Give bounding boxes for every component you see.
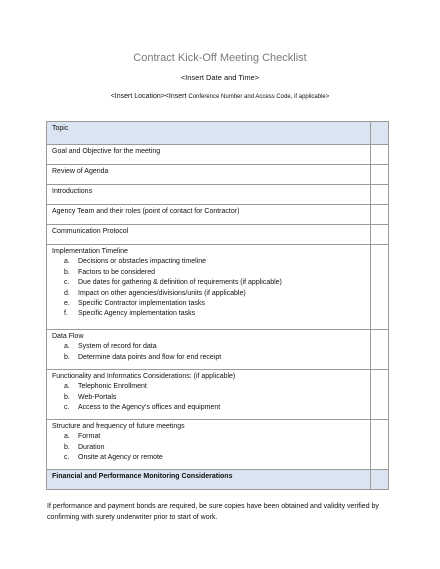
checkbox-cell[interactable] [371, 145, 389, 165]
table-row [47, 145, 389, 165]
topic-title: Functionality and Informatics Considerations: (if applicable) [52, 373, 236, 380]
sub-item [64, 443, 365, 453]
document-title: Contract Kick-Off Meeting Checklist [133, 52, 307, 64]
sub-item-marker: b. [64, 353, 70, 361]
sub-item-text: Decisions or obstacles impacting timeline [78, 258, 206, 266]
checklist-table [46, 121, 389, 490]
table-row [47, 185, 389, 205]
checkbox-cell[interactable] [371, 225, 389, 245]
topic-cell [47, 145, 371, 165]
topic-title: Communication Protocol [52, 228, 129, 235]
sub-item-text: Impact on other agencies/divisions/units (if applicable) [78, 289, 246, 297]
sub-item-list [52, 342, 365, 363]
table-row [47, 225, 389, 245]
topic-cell [47, 245, 371, 330]
sub-item-marker: d. [64, 289, 70, 297]
sub-item-text: Specific Agency implementation tasks [78, 310, 196, 318]
sub-item [64, 309, 365, 319]
sub-item-marker: c. [64, 279, 70, 287]
sub-item-marker: b. [64, 268, 70, 276]
sub-item [64, 393, 365, 403]
sub-item-marker: a. [64, 433, 70, 441]
topic-cell [47, 205, 371, 225]
topic-title: Implementation Timeline [52, 248, 128, 255]
sub-item-text: Onsite at Agency or remote [78, 454, 163, 462]
topic-cell [47, 330, 371, 370]
sub-item-marker: f. [64, 310, 68, 318]
checkbox-cell[interactable] [371, 330, 389, 370]
sub-item-list [52, 257, 365, 319]
sub-item-marker: a. [64, 258, 70, 266]
sub-item [64, 403, 365, 413]
topic-title: Data Flow [52, 333, 84, 340]
topic-cell [47, 165, 371, 185]
sub-item-text: Web-Portals [78, 393, 117, 401]
financial-header-row [47, 470, 389, 490]
sub-item [64, 453, 365, 463]
sub-item-marker: b. [64, 443, 70, 451]
date-time-placeholder: <Insert Date and Time> [180, 73, 260, 82]
sub-item-text: Access to the Agency’s offices and equipment [78, 404, 221, 412]
checkbox-cell[interactable] [371, 470, 389, 490]
topic-cell [47, 225, 371, 245]
sub-item-marker: c. [64, 404, 70, 412]
sub-item [64, 432, 365, 442]
sub-item-marker: b. [64, 393, 70, 401]
checkbox-cell[interactable] [371, 205, 389, 225]
topic-title: Introductions [52, 188, 93, 195]
topic-cell [47, 185, 371, 205]
sub-item-text: Format [78, 433, 101, 441]
checkbox-cell[interactable] [371, 165, 389, 185]
topic-header: Topic [47, 122, 371, 145]
sub-item [64, 289, 365, 299]
topic-title: Agency Team and their roles (point of contact for Contractor) [52, 208, 240, 215]
sub-item [64, 257, 365, 267]
checkbox-cell[interactable] [371, 420, 389, 470]
topic-cell [47, 420, 371, 470]
sub-item-text: Factors to be considered [78, 268, 156, 276]
sub-item-text: Duration [78, 443, 105, 451]
table-row [47, 165, 389, 185]
checkbox-cell[interactable] [371, 122, 389, 145]
sub-item [64, 353, 365, 363]
table-row [47, 330, 389, 370]
sub-item [64, 268, 365, 278]
topic-cell [47, 370, 371, 420]
sub-item-text: Due dates for gathering & definition of requirements (if applicable) [78, 279, 282, 287]
sub-item-marker: e. [64, 300, 70, 308]
topic-title: Structure and frequency of future meetings [52, 423, 185, 430]
conference-text: Conference Number and Access Code, if applicable> [188, 94, 330, 100]
location-placeholder [0, 93, 440, 100]
sub-item-marker: a. [64, 383, 70, 391]
table-row [47, 420, 389, 470]
sub-item-text: Specific Contractor implementation tasks [78, 300, 205, 308]
sub-item-list [52, 382, 365, 413]
sub-item [64, 278, 365, 288]
table-header-row [47, 122, 389, 145]
table-row [47, 245, 389, 330]
location-text: <Insert Location><Insert [110, 93, 189, 100]
sub-item-text: Telephonic Enrollment [78, 383, 147, 391]
topic-title: Goal and Objective for the meeting [52, 148, 161, 155]
topic-title: Review of Agenda [52, 168, 109, 175]
checkbox-cell[interactable] [371, 185, 389, 205]
sub-item [64, 382, 365, 392]
sub-item [64, 342, 365, 352]
table-row [47, 370, 389, 420]
sub-item [64, 299, 365, 309]
table-row [47, 205, 389, 225]
sub-item-marker: c. [64, 454, 70, 462]
bond-note: If performance and payment bonds are required, be sure copies have been obtained and validity verified by confirming with surety underwriter prior to start of work. [47, 503, 379, 521]
financial-header: Financial and Performance Monitoring Considerations [47, 470, 371, 490]
checkbox-cell[interactable] [371, 370, 389, 420]
sub-item-text: System of record for data [78, 343, 157, 351]
sub-item-marker: a. [64, 343, 70, 351]
checkbox-cell[interactable] [371, 245, 389, 330]
sub-item-text: Determine data points and flow for end receipt [78, 353, 222, 361]
sub-item-list [52, 432, 365, 463]
